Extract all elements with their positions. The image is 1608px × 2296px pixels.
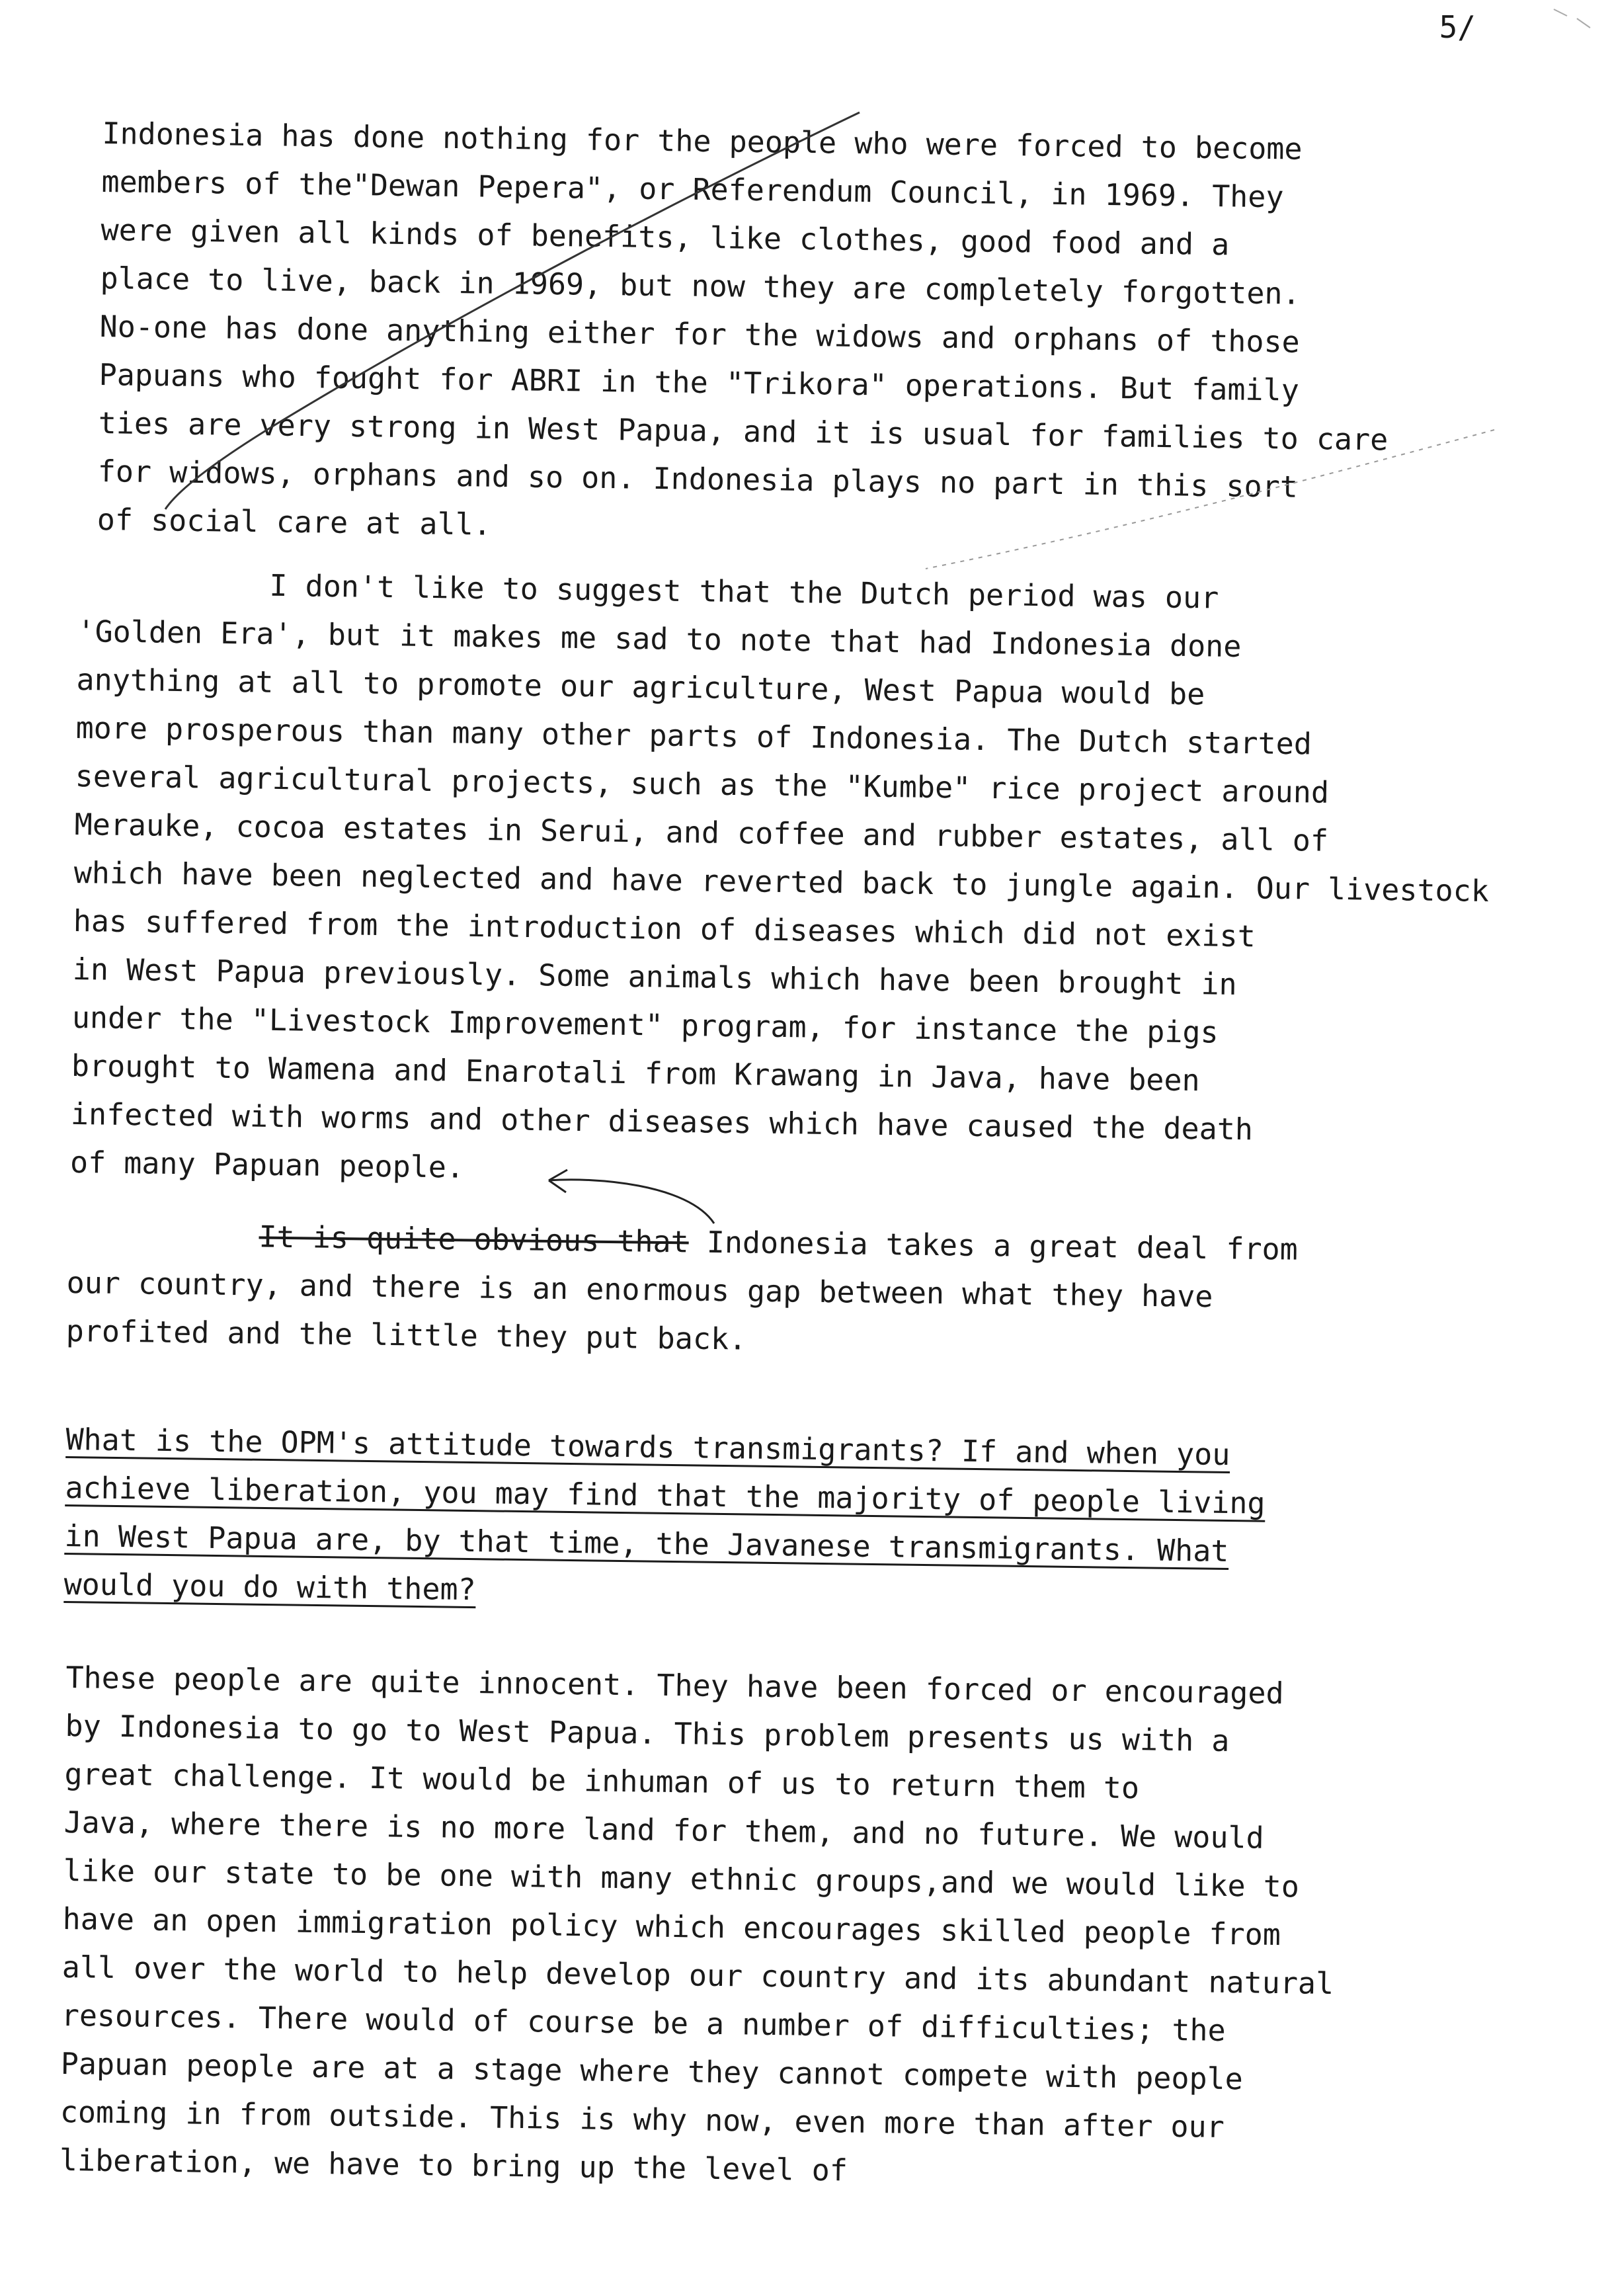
text-line: Papuans who fought for ABRI in the "Trikora" operations. But family: [99, 356, 1300, 408]
paragraph-great-deal: [65, 1210, 1298, 1370]
text-line: of many Papuan people.: [69, 1144, 465, 1185]
text-segment: Indonesia takes a great deal from: [706, 1224, 1299, 1267]
question-line: What is the OPM's attitude towards transmigrants? If and when you: [65, 1421, 1230, 1473]
text-line: under the "Livestock Improvement" program, for instance the pigs: [71, 999, 1219, 1050]
paragraph-dewan-pepera: [97, 109, 1392, 560]
text-line: profited and the little they put back.: [65, 1313, 747, 1357]
answer-line: by Indonesia to go to West Papua. This problem presents us with a: [65, 1707, 1230, 1759]
answer-line: Java, where there is no more land for them, and no future. We would: [63, 1804, 1265, 1856]
answer-line: like our state to be one with many ethnic groups,and we would like to: [63, 1852, 1300, 1905]
answer-line: These people are quite innocent. They have been forced or encouraged: [65, 1659, 1284, 1711]
text-line: ties are very strong in West Papua, and it is usual for families to care: [98, 405, 1388, 458]
text-line: No-one has done anything either for the widows and orphans of those: [99, 308, 1301, 360]
struck-text: It is quite obvious that: [259, 1219, 690, 1260]
text-line: several agricultural projects, such as the "Kumbe" rice project around: [75, 758, 1330, 810]
text-line: place to live, back in 1969, but now they are completely forgotten.: [100, 260, 1301, 311]
text-line: which have been neglected and have reverted back to jungle again. Our livestock: [73, 854, 1490, 909]
text-line: members of the"Dewan Pepera", or Referendum Council, in 1969. They: [101, 163, 1284, 215]
answer-line: Papuan people are at a stage where they cannot compete with people: [60, 2045, 1244, 2097]
text-line: I don't like to suggest that the Dutch period was our: [269, 567, 1219, 616]
interview-question: [63, 1415, 1266, 1624]
text-line: for widows, orphans and so on. Indonesia plays no part in this sort: [97, 453, 1299, 505]
answer-line: resources. There would of course be a number of difficulties; the: [61, 1997, 1226, 2049]
text-line: of social care at all.: [97, 501, 492, 542]
answer-line: have an open immigration policy which encourages skilled people from: [62, 1901, 1281, 1953]
text-line: more prosperous than many other parts of Indonesia. The Dutch started: [75, 710, 1312, 762]
text-line: were given all kinds of benefits, like clothes, good food and a: [100, 212, 1230, 263]
text-line: anything at all to promote our agriculture, West Papua would be: [76, 661, 1205, 712]
text-line: brought to Wamena and Enarotali from Krawang in Java, have been: [71, 1047, 1200, 1098]
text-line: has suffered from the introduction of diseases which did not exist: [73, 903, 1256, 954]
question-line: in West Papua are, by that time, the Javanese transmigrants. What: [64, 1518, 1229, 1569]
answer-line: great challenge. It would be inhuman of us to return them to: [64, 1756, 1140, 1806]
answer-line: all over the world to help develop our country and its abundant natural: [61, 1949, 1334, 2002]
corner-scribble: [1554, 9, 1590, 28]
paragraph-dutch-period: [70, 559, 1494, 1205]
page-number: 5/: [1439, 9, 1476, 45]
text-line: in West Papua previously. Some animals which have been brought in: [72, 951, 1238, 1002]
question-line: would you do with them?: [63, 1566, 477, 1608]
text-line: infected with worms and other diseases which have caused the death: [70, 1096, 1254, 1147]
text-line: Merauke, cocoa estates in Serui, and coffee and rubber estates, all of: [74, 806, 1329, 858]
text-line: Indonesia has done nothing for the people who were forced to become: [102, 115, 1303, 167]
text-line: 'Golden Era', but it makes me sad to note that had Indonesia done: [77, 613, 1242, 665]
answer-line: liberation, we have to bring up the level of: [59, 2142, 848, 2188]
text-line: our country, and there is an enormous gap between what they have: [66, 1264, 1213, 1315]
interview-answer: [59, 1653, 1338, 2201]
answer-line: coming in from outside. This is why now, even more than after our: [60, 2094, 1225, 2145]
question-line: achieve liberation, you may find that the majority of people living: [65, 1469, 1266, 1521]
